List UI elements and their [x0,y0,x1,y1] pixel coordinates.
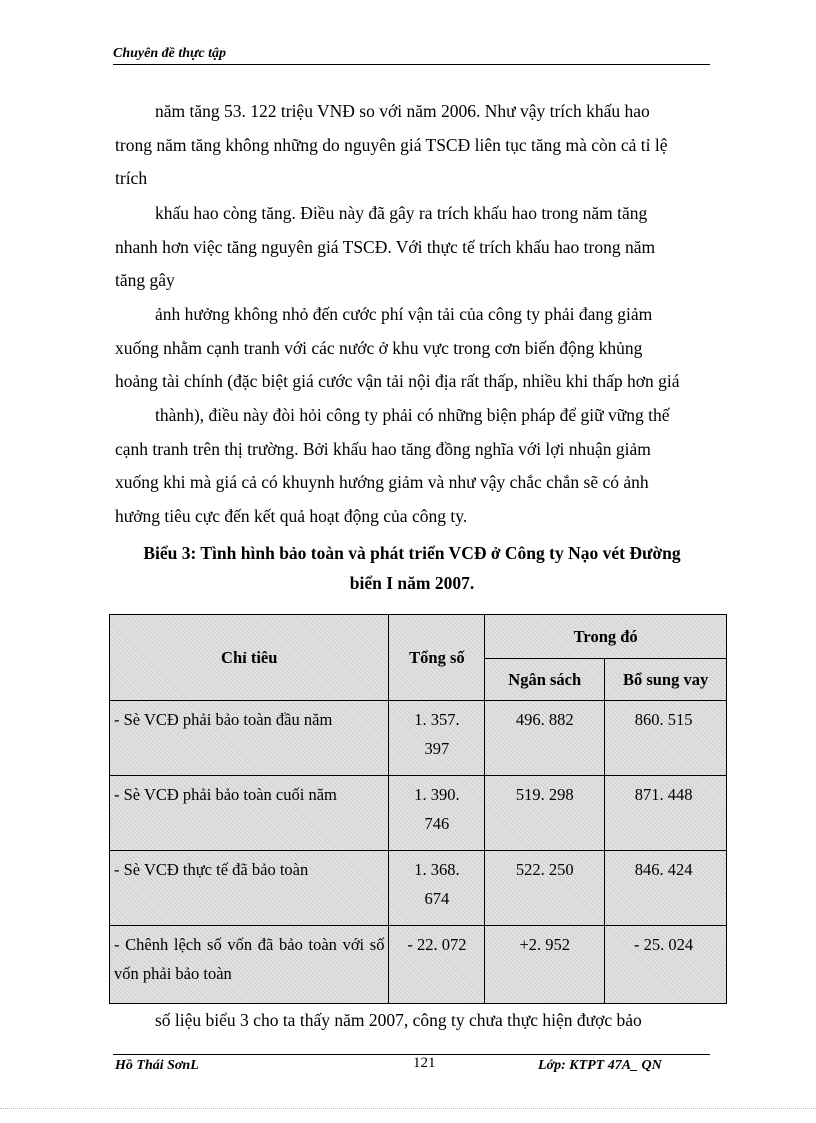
text-line [115,264,709,298]
text-line: nhanh hơn việc tăng nguyên giá TSCĐ. Với thực tế trích khấu hao trong năm [115,236,656,257]
page-header [113,46,710,65]
header-tong-so: Tổng số [389,615,485,701]
capital-preservation-table [109,614,727,1004]
table-caption [112,538,712,598]
table-row [110,926,727,1004]
row-total: 1. 368. 674 [389,851,485,926]
header-title: Chuyên đề thực tập [113,46,227,61]
text-line: số liệu biểu 3 cho ta thấy năm 2007, công ty chưa thực hiện được bảo [155,1010,642,1030]
text-word: tăng [115,270,146,290]
row-total: - 22. 072 [389,926,485,1004]
page-footer [113,1054,710,1079]
caption-line-1: Biểu 3: Tình hình bảo toàn và phát triển VCĐ ở Công ty Nạo vét Đường [143,543,681,563]
text-line: ảnh hưởng không nhỏ đến cước phí vận tải của công ty phải đang giảm [155,304,653,324]
text-line: khấu hao còng tăng. Điều này đã gây ra trích khấu hao trong năm tăng [155,203,648,223]
row-total: 1. 357. 397 [389,701,485,776]
row-label: - Sè VCĐ phải bảo toàn đầu năm [110,701,389,776]
page-edge-divider [0,1108,816,1109]
text-line: thành), điều này đòi hỏi công ty phải có những biện pháp để giữ vững thế [155,405,670,425]
paragraph-3 [115,298,709,399]
row-ngan-sach: 496. 882 [485,701,605,776]
paragraph-1 [115,95,709,196]
footer-author: Hồ Thái SơnL [115,1058,199,1073]
row-ngan-sach: 522. 250 [485,851,605,926]
header-bo-sung-vay: Bổ sung vay [605,659,727,701]
row-label: - Sè VCĐ thực tế đã bảo toàn [110,851,389,926]
header-chi-tieu: Chỉ tiêu [110,615,389,701]
text-line: năm tăng 53. 122 triệu VNĐ so với năm 2006. Như vậy trích khấu hao [155,101,650,121]
row-ngan-sach: +2. 952 [485,926,605,1004]
text-line: xuống khi mà giá cả có khuynh hướng giảm và như vậy chắc chắn sẽ có ảnh [115,472,649,492]
table-row [110,776,727,851]
paragraph-after-table [115,1004,709,1038]
text-word: gây [149,270,175,290]
row-label: - Chênh lệch số vốn đã bảo toàn với số vốn phải bảo toàn [110,926,389,1004]
row-bo-sung: 860. 515 [605,701,727,776]
table-row [110,701,727,776]
row-bo-sung: - 25. 024 [605,926,727,1004]
paragraph-2 [115,197,709,298]
row-label: - Sè VCĐ phải bảo toàn cuối năm [110,776,389,851]
header-ngan-sach: Ngân sách [485,659,605,701]
text-line: hoảng tài chính (đặc biệt giá cước vận tải nội địa rất thấp, nhiều khi thấp hơn giá [115,371,680,391]
page-number: 121 [413,1055,436,1071]
text-line: cạnh tranh trên thị trường. Bởi khấu hao tăng đồng nghĩa với lợi nhuận giảm [115,438,651,459]
row-total: 1. 390. 746 [389,776,485,851]
row-bo-sung: 846. 424 [605,851,727,926]
caption-line-2: biển I năm 2007. [349,573,475,593]
table-row [110,851,727,926]
text-line: trích [115,168,148,188]
header-trong-do: Trong đó [485,615,727,659]
text-line: xuống nhằm cạnh tranh với các nước ở khu vực trong cơn biến động khủng [115,337,643,358]
footer-class: Lớp: KTPT 47A_ QN [538,1058,662,1073]
text-line: trong năm tăng không những do nguyên giá TSCĐ liên tục tăng mà còn cả tỉ lệ [115,134,668,155]
row-bo-sung: 871. 448 [605,776,727,851]
paragraph-4 [115,399,709,533]
text-line: hưởng tiêu cực đến kết quả hoạt động của công ty. [115,505,468,526]
row-ngan-sach: 519. 298 [485,776,605,851]
